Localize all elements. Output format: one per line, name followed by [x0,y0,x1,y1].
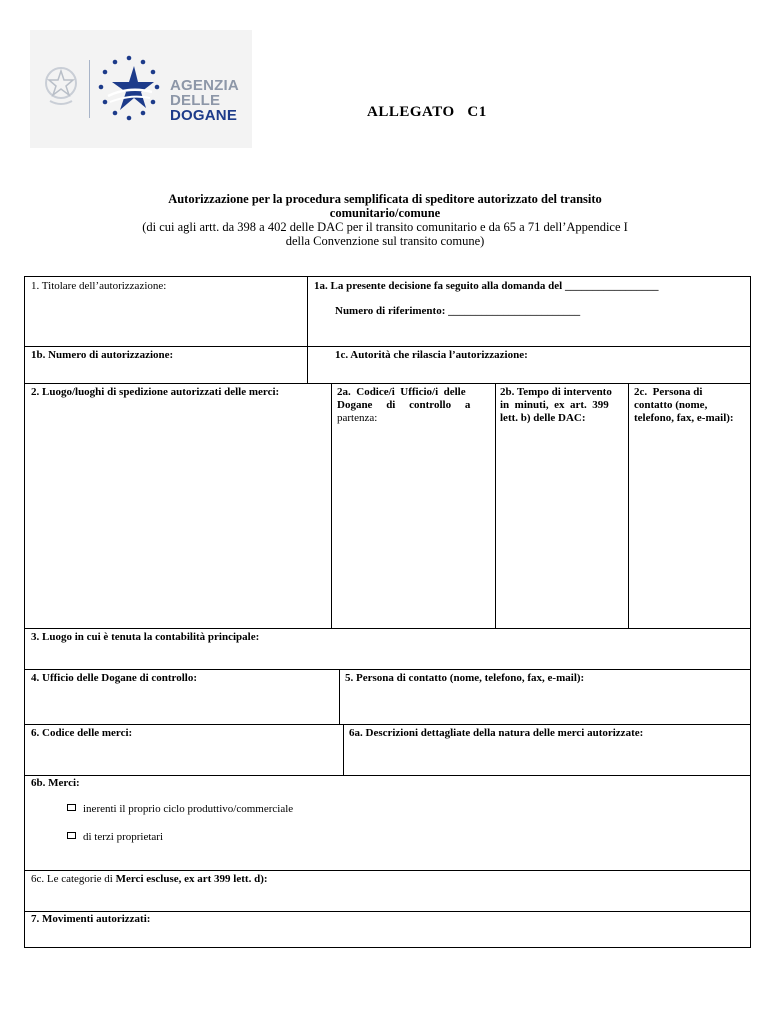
field-6-goods-code: 6. Codice delle merci: [31,727,133,739]
agency-name-line1: AGENZIA [170,77,239,94]
checkbox-own-production[interactable] [67,804,76,811]
field-2c-line2: contatto (nome, [634,399,708,411]
column-divider [343,724,344,775]
eu-stars-ring-icon [94,52,164,126]
agency-name-line3: DOGANE [170,107,238,124]
field-6c-prefix: 6c. Le categorie di [31,873,116,885]
field-4-control-office: 4. Ufficio delle Dogane di controllo: [31,672,197,684]
field-6c-excluded-goods [31,873,268,886]
field-3-accounting-place: 3. Luogo in cui è tenuta la contabilità principale: [31,631,260,643]
title-line-2: comunitario/comune [329,206,441,220]
field-reference-number: Numero di riferimento: ________________________ [335,305,581,317]
agency-logo [30,30,252,148]
column-divider [628,383,629,628]
row-divider [25,870,750,871]
field-2b-line2: in minuti, ex art. 399 [500,399,609,411]
field-1c-issuing-authority: 1c. Autorità che rilascia l’autorizzazione: [335,349,528,361]
row-divider [25,669,750,670]
row-divider [25,775,750,776]
field-6c-bold: Merci escluse, ex art 399 lett. d): [115,873,268,885]
document-title [100,192,670,248]
field-2b-intervention-time [500,386,626,425]
field-2c-line1: 2c. Persona di [634,386,703,398]
field-2c-contact-person [634,386,749,425]
field-2-dispatch-places: 2. Luogo/luoghi di spedizione autorizzati delle merci: [31,386,280,398]
field-6b-goods: 6b. Merci: [31,777,80,789]
field-6a-goods-description: 6a. Descrizioni dettagliate della natura delle merci autorizzate: [349,727,644,739]
row-divider [25,383,750,384]
field-2b-line1: 2b. Tempo di intervento [500,386,612,398]
column-divider [331,383,332,628]
column-divider [495,383,496,628]
option-third-party-label: di terzi proprietari [83,831,164,843]
row-divider [25,724,750,725]
row-divider [25,911,750,912]
field-2a-customs-office [337,386,490,425]
title-line-3: (di cui agli artt. da 398 a 402 delle DAC per il transito comunitario e da 65 a 71 dell’Appendice I [142,220,628,234]
field-7-authorized-movements: 7. Movimenti autorizzati: [31,913,151,925]
row-divider [25,346,750,347]
field-2a-line3: partenza: [337,412,378,424]
field-2a-line1: 2a. Codice/i Ufficio/i delle [337,386,466,398]
field-2b-line3: lett. b) delle DAC: [500,412,586,424]
column-divider [339,669,340,724]
logo-divider [89,60,90,118]
option-own-production-label: inerenti il proprio ciclo produttivo/commerciale [83,803,294,815]
column-divider [307,277,308,383]
authorization-form [24,276,751,948]
title-line-4: della Convenzione sul transito comune) [285,234,485,248]
field-2c-line3: telefono, fax, e-mail): [634,412,734,424]
field-2a-line2: Dogane di controllo a [337,399,471,411]
field-1a-request: 1a. La presente decisione fa seguito alla domanda del _________________ [314,280,659,292]
agency-name-line2: DELLE [170,92,221,109]
italian-republic-emblem-icon [44,63,78,107]
agency-name [170,78,239,123]
field-1-holder: 1. Titolare dell’autorizzazione: [31,280,167,292]
field-5-contact-person: 5. Persona di contatto (nome, telefono, fax, e-mail): [345,672,585,684]
title-line-1: Autorizzazione per la procedura semplificata di speditore autorizzato del transito [168,192,602,206]
row-divider [25,628,750,629]
checkbox-third-party-owners[interactable] [67,832,76,839]
field-1b-authorization-number: 1b. Numero di autorizzazione: [31,349,174,361]
allegato-label: ALLEGATO C1 [367,104,487,120]
